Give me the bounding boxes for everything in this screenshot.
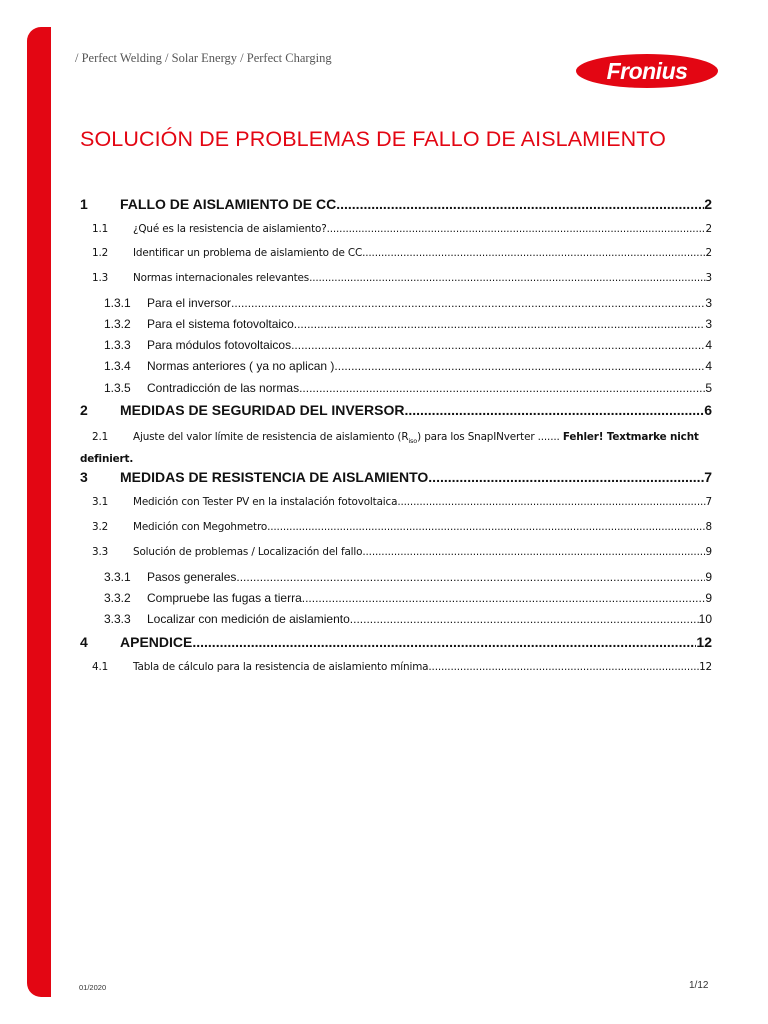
toc-number: 1.3.4 [104,359,131,373]
toc-page: 10 [698,612,712,626]
footer-page-number: 1/12 [689,980,709,991]
toc-label: Para módulos fotovoltaicos [147,338,292,352]
toc-page: 3 [705,296,712,310]
toc-page: 9 [705,570,712,584]
toc-page: 5 [705,381,712,395]
toc-label-subscript: iso [408,437,418,446]
toc-number: 1.1 [92,223,109,235]
toc-number: 4.1 [92,661,109,673]
toc-entry-3-3-3[interactable] [80,612,712,626]
toc-leader [236,570,705,584]
toc-entry-1[interactable] [80,196,712,212]
fronius-logo [575,53,719,89]
toc-entry-3[interactable] [80,469,712,485]
toc-entry-4[interactable] [80,634,712,650]
toc-label: Compruebe las fugas a tierra [147,591,302,605]
toc-number: 2 [80,402,88,418]
toc-leader [428,469,704,485]
toc-entry-1-3-4[interactable] [80,359,712,373]
toc-error-text: Fehler! Textmarke nicht definiert. [80,431,699,466]
toc-label: Identificar un problema de aislamiento de CC [133,247,363,259]
toc-label-suffix: ) para los SnapINverter ....... [417,431,563,443]
toc-label: Contradicción de las normas [147,381,300,395]
toc-entry-4-1[interactable] [80,661,712,673]
toc-label: Normas anteriores ( ya no aplican ) [147,359,335,373]
toc-number: 1.3.2 [104,317,131,331]
toc-number: 3.3.3 [104,612,131,626]
toc-entry-1-3[interactable] [80,272,712,284]
toc-number: 3.3 [92,546,109,558]
toc-page: 9 [705,591,712,605]
toc-number: 3.1 [92,496,109,508]
toc-entry-1-1[interactable] [80,223,712,235]
toc-page: 6 [704,402,712,418]
toc-page: 2 [705,223,712,235]
toc-label: APENDICE [120,634,193,650]
toc-entry-1-3-3[interactable] [80,338,712,352]
toc-page: 12 [696,634,712,650]
toc-number: 1.2 [92,247,109,259]
toc-leader [291,338,705,352]
toc-page: 2 [704,196,712,212]
toc-leader [397,496,705,508]
toc-page: 4 [705,359,712,373]
toc-number: 1.3.3 [104,338,131,352]
toc-label: FALLO DE AISLAMIENTO DE CC [120,196,337,212]
toc-number: 4 [80,634,88,650]
toc-page: 9 [705,546,712,558]
toc-number: 3 [80,469,88,485]
toc-label: Ajuste del valor límite de resistencia de aislamiento (R [133,431,409,443]
toc-label: Medición con Tester PV en la instalación fotovoltaica [133,496,398,508]
toc-leader [267,521,705,533]
toc-leader [334,359,705,373]
toc-entry-3-3-1[interactable] [80,570,712,584]
brand-side-bar [27,27,51,997]
toc-entry-1-3-2[interactable] [80,317,712,331]
logo-text: Fronius [606,58,688,84]
toc-leader [231,296,705,310]
toc-leader [294,317,706,331]
toc-label: MEDIDAS DE SEGURIDAD DEL INVERSOR [120,402,405,418]
toc-label: Normas internacionales relevantes [133,272,310,284]
toc-label: Solución de problemas / Localización del fallo [133,546,363,558]
toc-leader [350,612,699,626]
toc-number: 3.3.2 [104,591,131,605]
toc-number: 1.3.1 [104,296,131,310]
toc-label: MEDIDAS DE RESISTENCIA DE AISLAMIENTO [120,469,429,485]
toc-leader [327,223,706,235]
toc-number: 1.3.5 [104,381,131,395]
header-tagline: / Perfect Welding / Solar Energy / Perfect Charging [75,51,332,65]
toc-leader [192,634,696,650]
toc-entry-3-2[interactable] [80,521,712,533]
toc-leader [302,591,706,605]
toc-page: 2 [705,247,712,259]
toc-leader [362,546,705,558]
toc-label: Para el inversor [147,296,232,310]
toc-number: 3.3.1 [104,570,131,584]
toc-entry-3-3-2[interactable] [80,591,712,605]
toc-label: ¿Qué es la resistencia de aislamiento? [133,223,327,235]
toc-number: 3.2 [92,521,109,533]
toc-number: 1 [80,196,88,212]
toc-page: 8 [705,521,712,533]
toc-entry-1-2[interactable] [80,247,712,259]
toc-entry-1-3-5[interactable] [80,381,712,395]
toc-entry-2[interactable] [80,402,712,418]
toc-entry-3-1[interactable] [80,496,712,508]
toc-label: Medición con Megohmetro [133,521,268,533]
toc-leader [362,247,705,259]
toc-leader [299,381,705,395]
toc-page: 3 [705,317,712,331]
toc-page: 7 [705,496,712,508]
document-title: SOLUCIÓN DE PROBLEMAS DE FALLO DE AISLAMIENTO [80,127,666,151]
toc-leader [336,196,704,212]
toc-entry-1-3-1[interactable] [80,296,712,310]
toc-leader [309,272,705,284]
toc-label: Pasos generales [147,570,237,584]
toc-entry-3-3[interactable] [80,546,712,558]
toc-label: Para el sistema fotovoltaico [147,317,294,331]
toc-number: 1.3 [92,272,109,284]
toc-leader [404,402,704,418]
toc-label: Localizar con medición de aislamiento [147,612,350,626]
toc-label: Tabla de cálculo para la resistencia de aislamiento mínima [133,661,429,673]
toc-page: 12 [699,661,712,673]
toc-page: 3 [705,272,712,284]
footer-date: 01/2020 [79,983,107,992]
toc-page: 7 [704,469,712,485]
toc-leader [428,661,699,673]
toc-page: 4 [705,338,712,352]
toc-entry-2-1[interactable] [80,428,712,468]
toc-number: 2.1 [92,431,109,443]
